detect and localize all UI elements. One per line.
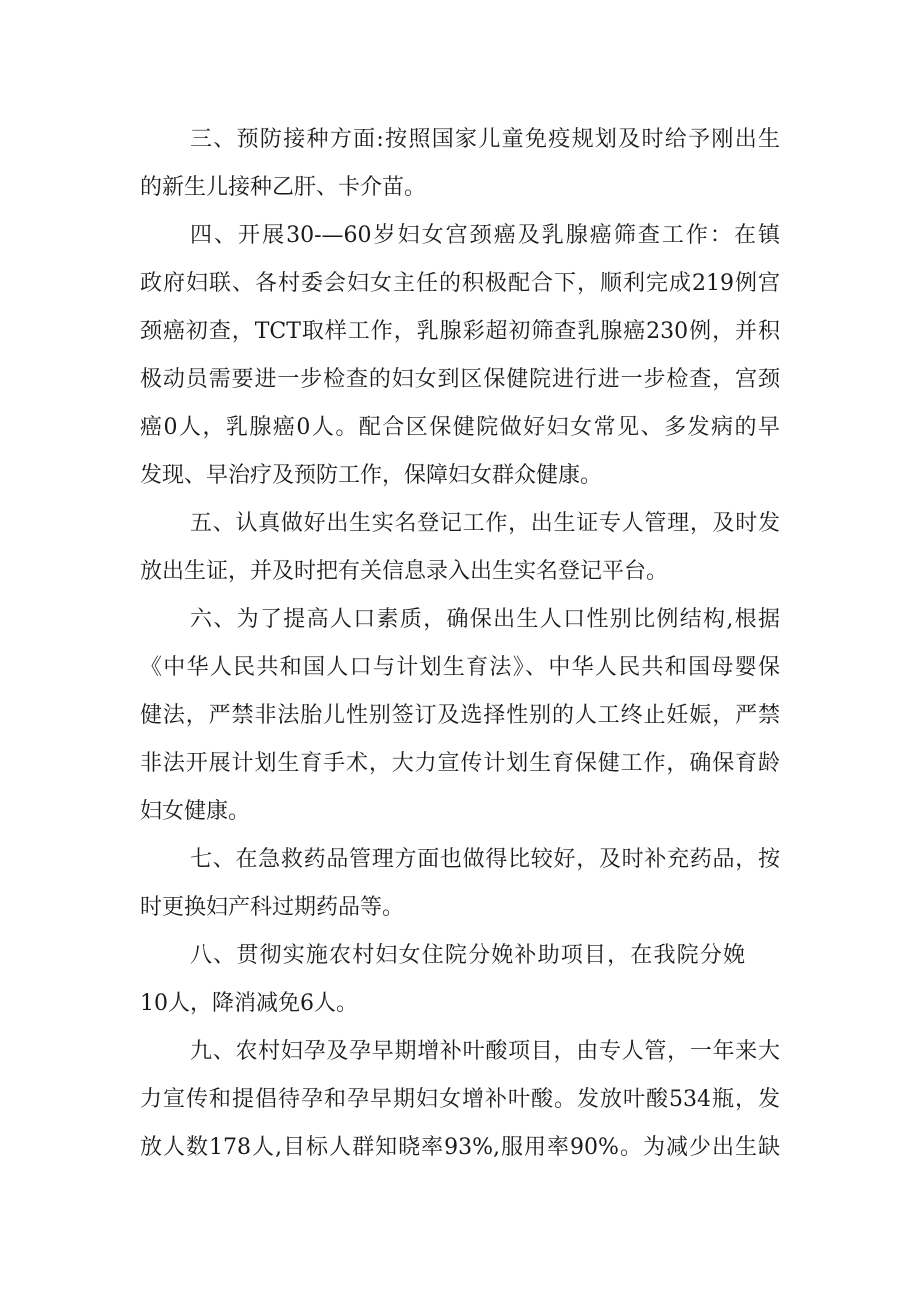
paragraph-4-line-6 <box>0 461 920 491</box>
paragraph-9-line-1 <box>0 1037 920 1067</box>
paragraph-5-line-1 <box>0 509 920 539</box>
text-line: 健法，严禁非法胎儿性别签订及选择性别的人工终止妊娠，严禁 <box>140 703 780 728</box>
text-line: 《中华人民共和国人口与计划生育法》、中华人民共和国母婴保 <box>140 655 780 680</box>
text-line: 政府妇联、各村委会妇女主任的积极配合下，顺利完成219例宫 <box>140 271 780 296</box>
paragraph-6-line-4 <box>0 749 920 779</box>
paragraph-7-line-1 <box>0 845 920 875</box>
text-line: 放出生证，并及时把有关信息录入出生实名登记平台。 <box>140 559 669 584</box>
text-line: 四、开展30-—60岁妇女宫颈癌及乳腺癌筛查工作：在镇 <box>190 223 780 248</box>
paragraph-6-line-2 <box>0 653 920 683</box>
text-line: 的新生儿接种乙肝、卡介苗。 <box>140 175 427 200</box>
text-line: 癌0人，乳腺癌0人。配合区保健院做好妇女常见、多发病的早 <box>140 415 780 440</box>
text-line: 七、在急救药品管理方面也做得比较好，及时补充药品，按 <box>190 847 780 872</box>
paragraph-3-line-1 <box>0 125 920 155</box>
paragraph-4-line-2 <box>0 269 920 299</box>
text-line: 时更换妇产科过期药品等。 <box>140 895 405 920</box>
paragraph-7-line-2 <box>0 893 920 923</box>
paragraph-4-line-1 <box>0 221 920 251</box>
text-line: 力宣传和提倡待孕和孕早期妇女增补叶酸。发放叶酸534瓶，发 <box>140 1087 780 1112</box>
text-line: 九、农村妇孕及孕早期增补叶酸项目，由专人管，一年来大 <box>190 1039 780 1064</box>
paragraph-6-line-5 <box>0 797 920 827</box>
paragraph-4-line-3 <box>0 317 920 347</box>
paragraph-6-line-1 <box>0 605 920 635</box>
text-line: 八、贯彻实施农村妇女住院分娩补助项目，在我院分娩 <box>190 943 745 968</box>
paragraph-8-line-2 <box>0 989 920 1019</box>
paragraph-5-line-2 <box>0 557 920 587</box>
paragraph-9-line-2 <box>0 1085 920 1115</box>
text-line: 发现、早治疗及预防工作，保障妇女群众健康。 <box>140 463 603 488</box>
paragraph-4-line-4 <box>0 365 920 395</box>
text-line: 五、认真做好出生实名登记工作，出生证专人管理，及时发 <box>190 511 780 536</box>
paragraph-8-line-1 <box>0 941 920 971</box>
text-line: 颈癌初查，TCT取样工作，乳腺彩超初筛查乳腺癌230例，并积 <box>140 319 780 344</box>
text-line: 非法开展计划生育手术，大力宣传计划生育保健工作，确保育龄 <box>140 751 780 776</box>
paragraph-4-line-5 <box>0 413 920 443</box>
text-line: 放人数178人,目标人群知晓率93%,服用率90%。为减少出生缺 <box>140 1135 780 1160</box>
text-line: 极动员需要进一步检查的妇女到区保健院进行进一步检查，宫颈 <box>140 367 780 392</box>
text-line: 妇女健康。 <box>140 799 251 824</box>
paragraph-9-line-3 <box>0 1133 920 1163</box>
paragraph-6-line-3 <box>0 701 920 731</box>
text-line: 六、为了提高人口素质，确保出生人口性别比例结构,根据 <box>190 607 780 632</box>
text-line: 三、预防接种方面:按照国家儿童免疫规划及时给予刚出生 <box>190 127 780 152</box>
paragraph-3-line-2 <box>0 173 920 203</box>
text-line: 10人，降消减免6人。 <box>140 991 358 1016</box>
